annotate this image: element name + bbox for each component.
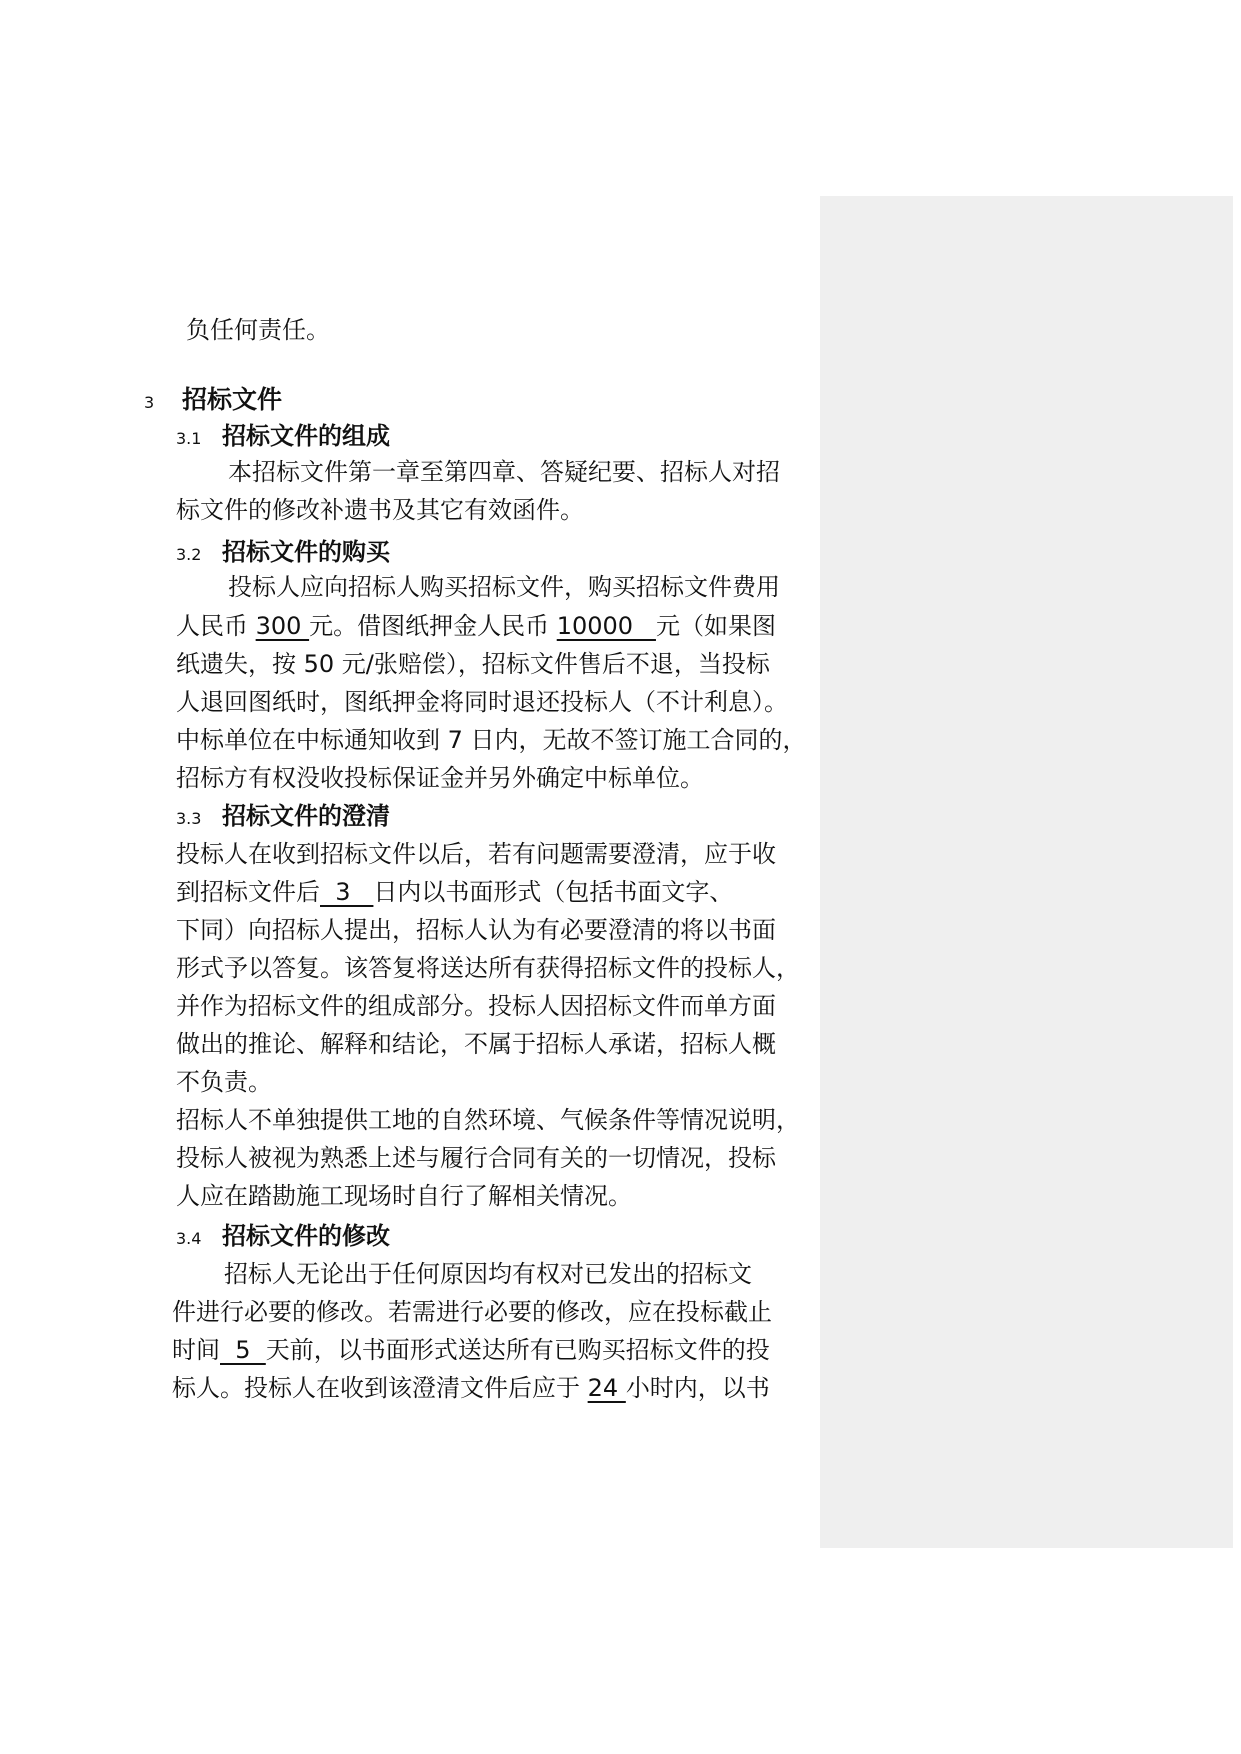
subsection-heading-3-1 xyxy=(176,418,390,457)
subsection-number: 3.2 xyxy=(176,545,202,564)
section-number: 3 xyxy=(144,393,155,412)
paragraph-line: 人应在踏勘施工现场时自行了解相关情况。 xyxy=(176,1182,632,1210)
subsection-title: 招标文件的澄清 xyxy=(222,802,390,830)
paragraph-line: 本招标文件第一章至第四章、答疑纪要、招标人对招 xyxy=(228,458,780,486)
paragraph-line: 人民币 300 元。借图纸押金人民币 10000 元（如果图 xyxy=(176,612,776,640)
subsection-number: 3.3 xyxy=(176,809,202,828)
paragraph-line: 招标人不单独提供工地的自然环境、气候条件等情况说明， xyxy=(176,1106,800,1134)
subsection-number: 3.1 xyxy=(176,429,202,448)
amendment-days: 5 xyxy=(220,1336,266,1364)
paragraph-line: 做出的推论、解释和结论，不属于招标人承诺，招标人概 xyxy=(176,1030,776,1058)
paragraph-line: 负任何责任。 xyxy=(186,316,330,344)
paragraph-line: 招标方有权没收投标保证金并另外确定中标单位。 xyxy=(176,764,704,792)
section-heading-3 xyxy=(144,382,282,421)
paragraph-line: 投标人被视为熟悉上述与履行合同有关的一切情况，投标 xyxy=(176,1144,776,1172)
subsection-title: 招标文件的修改 xyxy=(222,1222,390,1250)
paragraph-line: 不负责。 xyxy=(176,1068,272,1096)
paragraph-line: 形式予以答复。该答复将送达所有获得招标文件的投标人， xyxy=(176,954,800,982)
clarification-days: 3 xyxy=(320,878,374,906)
paragraph-line: 到招标文件后 3 日内以书面形式（包括书面文字、 xyxy=(176,878,734,906)
subsection-heading-3-2 xyxy=(176,534,390,573)
paragraph-line: 标文件的修改补遗书及其它有效函件。 xyxy=(176,496,584,524)
fee-amount: 300 xyxy=(255,612,310,640)
subsection-title: 招标文件的组成 xyxy=(222,422,390,450)
paragraph-line: 投标人在收到招标文件以后，若有问题需要澄清，应于收 xyxy=(176,840,776,868)
paragraph-line: 人退回图纸时，图纸押金将同时退还投标人（不计利息）。 xyxy=(176,688,788,716)
section-title: 招标文件 xyxy=(182,385,283,414)
paragraph-line: 中标单位在中标通知收到 7 日内，无故不签订施工合同的， xyxy=(176,726,807,754)
paragraph-line: 招标人无论出于任何原因均有权对已发出的招标文 xyxy=(224,1260,752,1288)
subsection-number: 3.4 xyxy=(176,1229,202,1248)
paragraph-line: 件进行必要的修改。若需进行必要的修改，应在投标截止 xyxy=(172,1298,772,1326)
paragraph-line: 投标人应向招标人购买招标文件，购买招标文件费用 xyxy=(228,573,780,601)
comment-margin-pane xyxy=(820,196,1233,1548)
subsection-heading-3-4 xyxy=(176,1218,390,1257)
subsection-title: 招标文件的购买 xyxy=(222,538,390,566)
subsection-heading-3-3 xyxy=(176,798,390,837)
paragraph-line: 时间 5 天前，以书面形式送达所有已购买招标文件的投 xyxy=(172,1336,770,1364)
paragraph-line: 并作为招标文件的组成部分。投标人因招标文件而单方面 xyxy=(176,992,776,1020)
deposit-amount: 10000 xyxy=(556,612,656,640)
paragraph-line: 纸遗失，按 50 元/张赔偿），招标文件售后不退，当投标 xyxy=(176,650,770,678)
paragraph-line: 标人。投标人在收到该澄清文件后应于 24 小时内，以书 xyxy=(172,1374,770,1402)
response-hours: 24 xyxy=(587,1374,626,1402)
paragraph-line: 下同）向招标人提出，招标人认为有必要澄清的将以书面 xyxy=(176,916,776,944)
